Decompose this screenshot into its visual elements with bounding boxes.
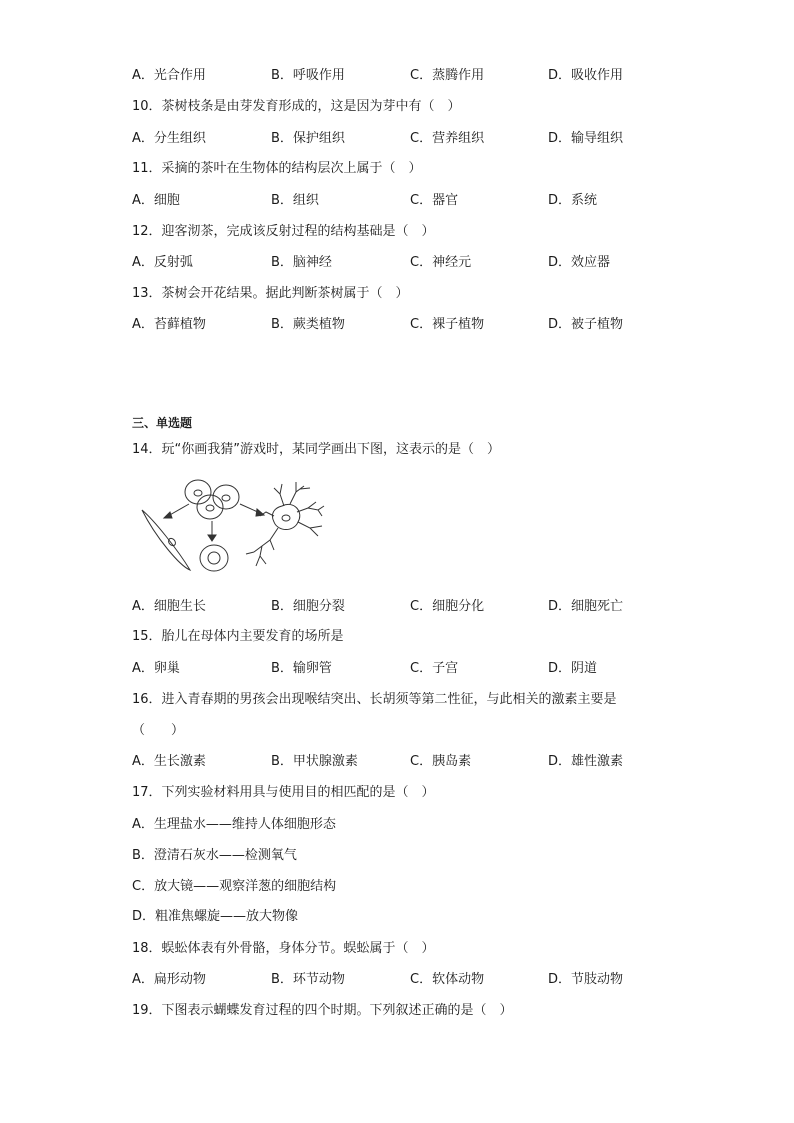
option-c: C．器官: [410, 193, 459, 208]
question-19-stem: 19．下图表示蝴蝶发育过程的四个时期。下列叙述正确的是（ ）: [132, 1003, 513, 1018]
option-c: C．裸子植物: [410, 317, 485, 332]
option-d: D．吸收作用: [548, 68, 624, 83]
option-a: A．苔藓植物: [132, 317, 206, 332]
option-d: D．输导组织: [548, 131, 624, 146]
option-b: B．澄清石灰水——检测氧气: [132, 848, 297, 863]
q16-options: [132, 753, 692, 771]
question-13-stem: 13．茶树会开花结果。据此判断茶树属于（ ）: [132, 286, 409, 301]
question-16-answer-blank: （ ）: [132, 723, 185, 738]
option-c: C．蒸腾作用: [410, 68, 485, 83]
section-heading: 三、单选题: [132, 416, 193, 430]
option-d: D．阴道: [548, 661, 598, 676]
option-d: D．系统: [548, 193, 598, 208]
option-c: C．软体动物: [410, 972, 485, 987]
q13-options: [132, 316, 692, 334]
question-10-stem: 10．茶树枝条是由芽发育形成的，这是因为芽中有（ ）: [132, 99, 461, 114]
question-12-stem: 12．迎客沏茶，完成该反射过程的结构基础是（ ）: [132, 224, 435, 239]
option-c: C．子宫: [410, 661, 459, 676]
option-b: B．组织: [271, 193, 319, 208]
option-c: C．神经元: [410, 255, 472, 270]
q15-options: [132, 660, 692, 678]
option-c: C．胰岛素: [410, 754, 472, 769]
option-a: A．扁形动物: [132, 972, 206, 987]
q14-options: [132, 598, 692, 616]
question-17-stem: 17．下列实验材料用具与使用目的相匹配的是（ ）: [132, 785, 435, 800]
q10-options: [132, 130, 692, 148]
option-d: D．粗准焦螺旋——放大物像: [132, 909, 299, 924]
option-b: B．环节动物: [271, 972, 345, 987]
option-d: D．被子植物: [548, 317, 624, 332]
q12-options: [132, 254, 692, 272]
question-11-stem: 11．采摘的茶叶在生物体的结构层次上属于（ ）: [132, 161, 422, 176]
option-a: A．细胞: [132, 193, 180, 208]
question-16-stem: 16．进入青春期的男孩会出现喉结突出、长胡须等第二性征，与此相关的激素主要是: [132, 692, 617, 707]
option-b: B．蕨类植物: [271, 317, 345, 332]
option-a: A．细胞生长: [132, 599, 206, 614]
option-b: B．细胞分裂: [271, 599, 345, 614]
option-a: A．反射弧: [132, 255, 193, 270]
q18-options: [132, 971, 692, 989]
option-d: D．节肢动物: [548, 972, 624, 987]
option-d: D．雄性激素: [548, 754, 624, 769]
option-b: B．保护组织: [271, 131, 345, 146]
option-b: B．甲状腺激素: [271, 754, 358, 769]
option-a: A．卵巢: [132, 661, 180, 676]
option-b: B．呼吸作用: [271, 68, 345, 83]
option-a: A．生长激素: [132, 754, 206, 769]
option-b: B．输卵管: [271, 661, 332, 676]
option-c: C．放大镜——观察洋葱的细胞结构: [132, 879, 337, 894]
q9-options: [132, 67, 692, 85]
option-b: B．脑神经: [271, 255, 332, 270]
option-c: C．细胞分化: [410, 599, 485, 614]
cell-differentiation-figure: [134, 476, 334, 580]
option-c: C．营养组织: [410, 131, 485, 146]
option-a: A．分生组织: [132, 131, 206, 146]
question-18-stem: 18．蜈蚣体表有外骨骼，身体分节。蜈蚣属于（ ）: [132, 941, 435, 956]
q11-options: [132, 192, 692, 210]
option-d: D．细胞死亡: [548, 599, 624, 614]
question-14-stem: 14．玩“你画我猜”游戏时，某同学画出下图，这表示的是（ ）: [132, 442, 501, 457]
question-15-stem: 15．胎儿在母体内主要发育的场所是: [132, 629, 344, 644]
option-d: D．效应器: [548, 255, 611, 270]
option-a: A．光合作用: [132, 68, 206, 83]
option-a: A．生理盐水——维持人体细胞形态: [132, 817, 336, 832]
